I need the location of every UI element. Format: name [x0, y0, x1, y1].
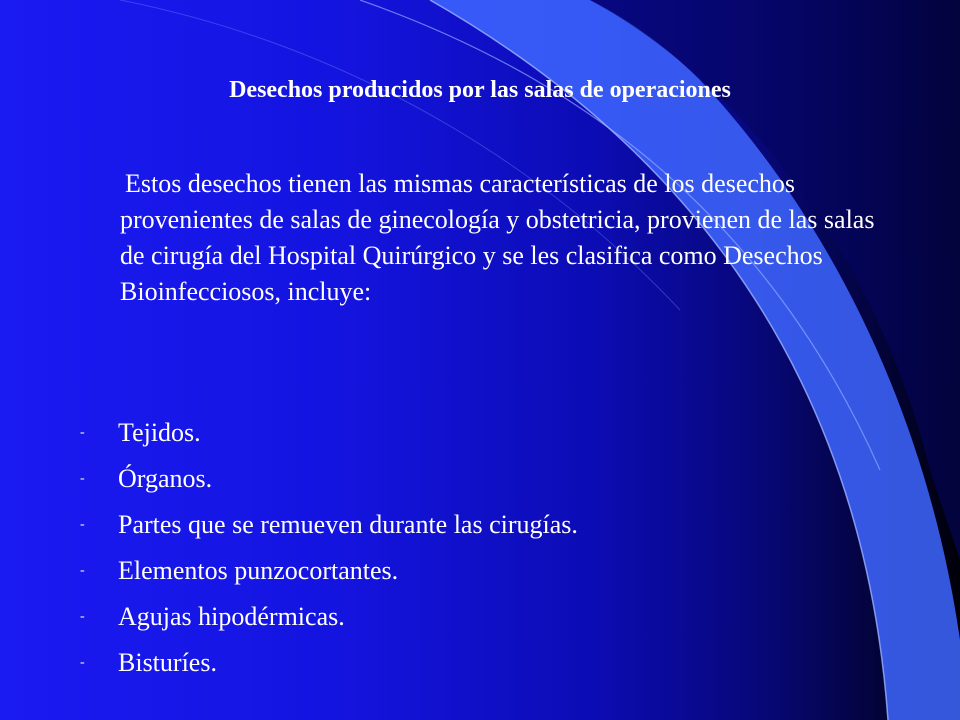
list-item-text: Órganos.	[118, 464, 213, 493]
bullet-dash: -	[80, 655, 85, 670]
list-item-text: Elementos punzocortantes.	[118, 556, 399, 585]
list-item-text: Partes que se remueven durante las cirugías.	[118, 510, 578, 539]
bullet-dash: -	[80, 517, 85, 532]
list-item-text: Agujas hipodérmicas.	[118, 602, 345, 631]
list-item-text: Bisturíes.	[118, 648, 217, 677]
intro-paragraph	[120, 166, 880, 310]
bullet-dash: -	[80, 425, 85, 440]
slide-title: Desechos producidos por las salas de operaciones	[229, 77, 731, 103]
list-item-text: Tejidos.	[118, 418, 201, 447]
intro-text: Estos desechos tienen las mismas características de los desechos provenientes de salas de ginecología y obstetricia, provienen de las salas de cirugía del Hospital Quirúrgico y se les clasifica como Desechos Bioinfecciosos, incluye:	[120, 169, 875, 306]
bullet-dash: -	[80, 609, 85, 624]
bullet-dash: -	[80, 563, 85, 578]
bullet-dash: -	[80, 471, 85, 486]
